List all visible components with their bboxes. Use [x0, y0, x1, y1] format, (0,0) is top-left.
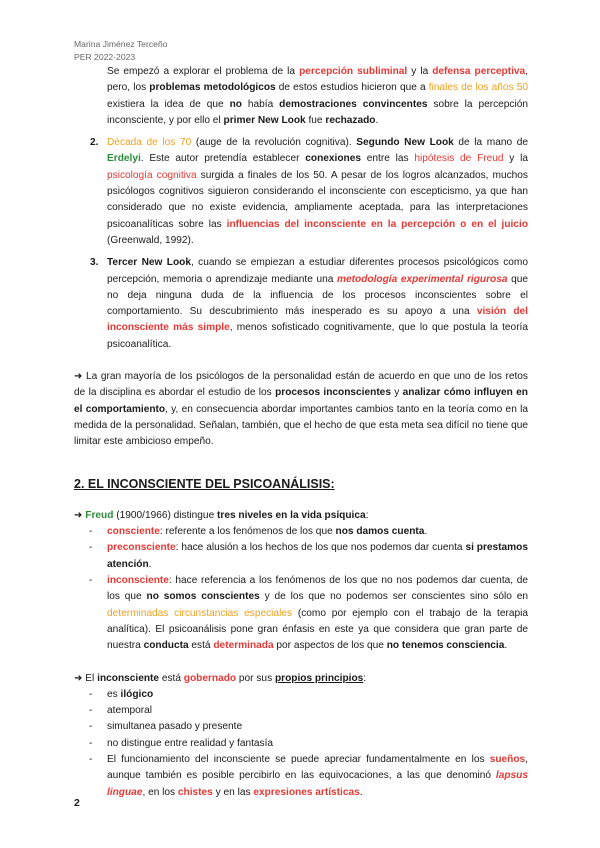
page-number: 2 [74, 797, 80, 809]
header-course: PER 2022-2023 [74, 52, 136, 62]
page-content [74, 64, 528, 801]
principle-atemporal: - atemporal [89, 705, 153, 717]
principle-funcionamiento: - El funcionamiento del inconsciente se puede apreciar fundamentalmente en los sueños, aunque también es posible percibirlo en las equivocaciones, a las que denominó lapsus linguae, en los chistes y en las expresiones artísticas. [89, 753, 528, 798]
principle-simultanea: - simultanea pasado y presente [89, 721, 243, 733]
level-preconsciente: - preconsciente: hace alusión a los hechos de los que nos podemos dar cuenta si prestamos atención. [89, 542, 528, 570]
section-title: 2. EL INCONSCIENTE DEL PSICOANÁLISIS: [74, 476, 335, 491]
list-number: 2. [90, 137, 99, 149]
principle-ilogico: - es ilógico [89, 688, 154, 700]
level-inconsciente: - inconsciente: hace referencia a los fenómenos de los que no nos podemos dar cuenta, de los que no somos conscientes y de los que no podemos ser conscientes sino sólo en determinadas circunstancias especiales (como por ejemplo con el trabajo de la terapia analítica). El psicoanálisis pone gran énfasis en este ya que considera que gran parte de nuestra conducta está determinada por aspectos de los que no tenemos consciencia. [89, 575, 529, 652]
principle-realidad-fantasia: - no distingue entre realidad y fantasía [89, 737, 274, 749]
header-author: Marina Jiménez Terceño [74, 39, 168, 49]
list-item-tercer-new-look: 3. Tercer New Look, cuando se empiezan a estudiar diferentes procesos psicológicos como percepción, memoria o aprendizaje mediante una metodología experimental rigurosa que no deja ninguna duda de la influencia de los procesos inconscientes sobre el comportamiento. Su descubrimiento más inesperado es su apoyo a una visión del inconsciente más simple, menos sofisticado cognitivamente, que lo que postula la teoría psicoanalítica. [90, 257, 529, 350]
intro-paragraph: Se empezó a explorar el problema de la percepción subliminal y la defensa perceptiva, pero, los problemas metodológicos de estos estudios hicieron que a finales de los años 50 existiera la idea de que no había demostraciones convincentes sobre la percepción inconsciente, y por ello el primer New Look fue rechazado. [107, 66, 529, 126]
list-item-segundo-new-look: 2. Década de los 70 (auge de la revolución cognitiva). Segundo New Look de la mano de Erdelyi. Este autor pretendía establecer conexiones entre las hipótesis de Freud y la psicología cognitiva surgida a finales de los 50. A pesar de los logros alcanzados, muchos psicólogos cognitivos siguieron considerando el inconsciente con escepticismo, ya que han considerado que no existe evidencia, ampliamente aceptada, para las interpretaciones psicoanalíticas sobre las influencias del inconsciente en la percepción o en el juicio (Greenwald, 1992). [90, 137, 529, 246]
list-number: 3. [90, 257, 99, 269]
paragraph-gran-mayoria: ➜ La gran mayoría de los psicólogos de la personalidad están de acuerdo en que uno de los retos de la disciplina es abordar el estudio de los procesos inconscientes y analizar cómo influyen en el comportamiento, y, en consecuencia abordar importantes cambios tanto en la teoría como en la medida de la personalidad. Señalan, también, que el hecho de que esta meta sea difícil no tiene que limitar este ambicioso empeño. [74, 371, 528, 448]
gobernado-paragraph: ➜ El inconsciente está gobernado por sus propios principios: [74, 672, 367, 684]
freud-intro: ➜ Freud (1900/1966) distingue tres niveles en la vida psíquica: [74, 509, 369, 521]
level-consciente: - consciente: referente a los fenómenos de los que nos damos cuenta. [89, 526, 428, 538]
